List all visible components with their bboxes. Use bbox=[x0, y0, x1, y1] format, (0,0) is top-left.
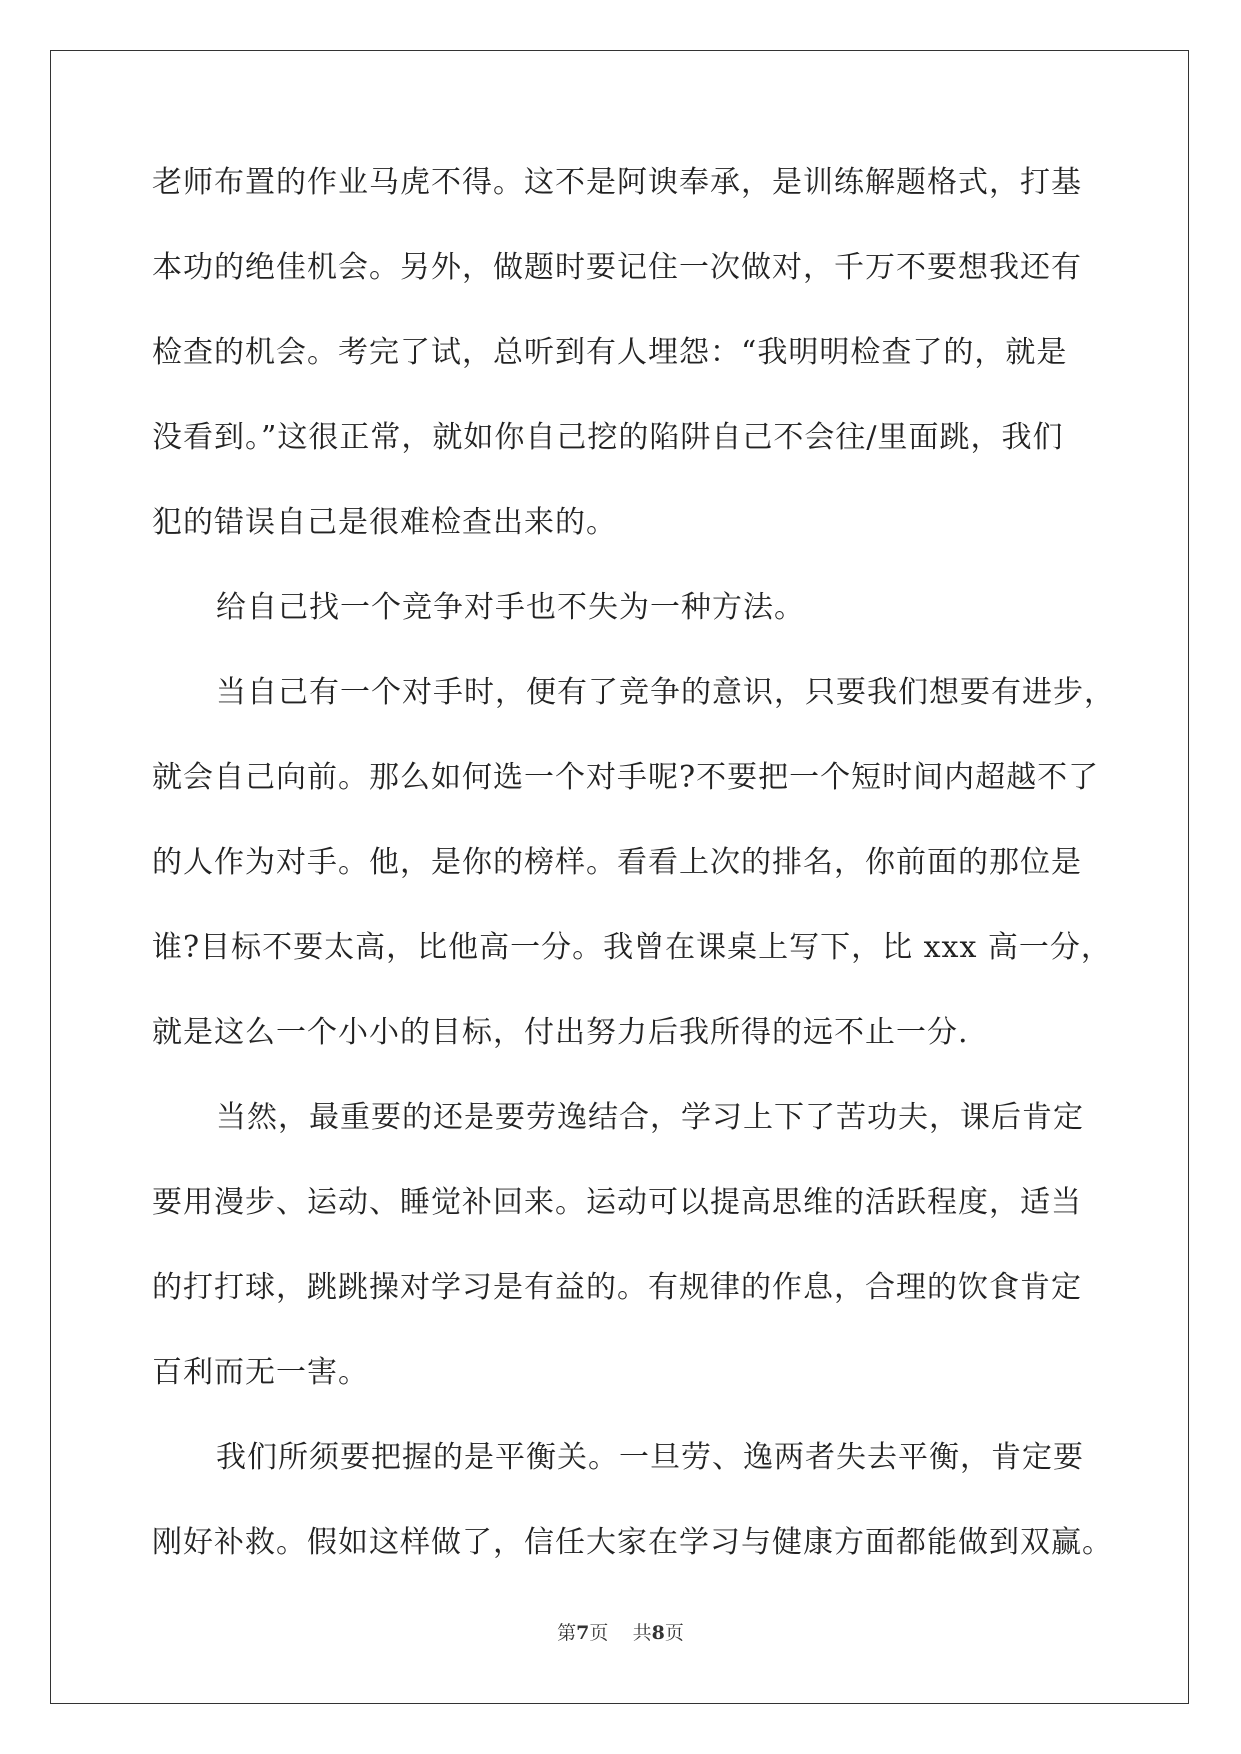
paragraph-first-line: 当自己有一个对手时，便有了竞争的意识，只要我们想要有进步， bbox=[216, 675, 1115, 710]
page-suffix: 页 bbox=[589, 1622, 609, 1644]
text-line: 刚好补救。假如这样做了，信任大家在学习与健康方面都能做到双赢。 bbox=[152, 1525, 1113, 1560]
text-line: 的打打球，跳跳操对学习是有益的。有规律的作息，合理的饮食肯定 bbox=[152, 1270, 1082, 1305]
paragraph-first-line: 当然，最重要的还是要劳逸结合，学习上下了苦功夫，课后肯定 bbox=[216, 1100, 1084, 1135]
text-line: 老师布置的作业马虎不得。这不是阿谀奉承，是训练解题格式，打基 bbox=[152, 165, 1082, 200]
text-line: 的人作为对手。他，是你的榜样。看看上次的排名，你前面的那位是 bbox=[152, 845, 1082, 880]
text-line: 就是这么一个小小的目标，付出努力后我所得的远不止一分. bbox=[152, 1015, 969, 1050]
text-line: 没看到。”这很正常，就如你自己挖的陷阱自己不会往/里面跳，我们 bbox=[152, 420, 1064, 455]
paragraph-first-line: 给自己找一个竞争对手也不失为一种方法。 bbox=[216, 590, 805, 625]
text-line: 本功的绝佳机会。另外，做题时要记住一次做对，千万不要想我还有 bbox=[152, 250, 1082, 285]
total-suffix: 页 bbox=[664, 1622, 684, 1644]
page-prefix: 第 bbox=[557, 1622, 577, 1644]
text-line: 要用漫步、运动、睡觉补回来。运动可以提高思维的活跃程度，适当 bbox=[152, 1185, 1082, 1220]
text-line: 谁?目标不要太高，比他高一分。我曾在课桌上写下，比 xxx 高一分， bbox=[152, 930, 1112, 965]
text-line: 百利而无一害。 bbox=[152, 1355, 369, 1390]
text-line: 就会自己向前。那么如何选一个对手呢?不要把一个短时间内超越不了 bbox=[152, 760, 1100, 795]
page-number: 7 bbox=[576, 1622, 590, 1644]
text-line: 犯的错误自己是很难检查出来的。 bbox=[152, 505, 617, 540]
paragraph-first-line: 我们所须要把握的是平衡关。一旦劳、逸两者失去平衡，肯定要 bbox=[216, 1440, 1084, 1475]
total-prefix: 共 bbox=[632, 1622, 652, 1644]
text-line: 检查的机会。考完了试，总听到有人埋怨：“我明明检查了的，就是 bbox=[152, 335, 1068, 370]
total-pages: 8 bbox=[651, 1622, 665, 1644]
document-body bbox=[152, 160, 1115, 1605]
page-footer bbox=[0, 1618, 1241, 1645]
